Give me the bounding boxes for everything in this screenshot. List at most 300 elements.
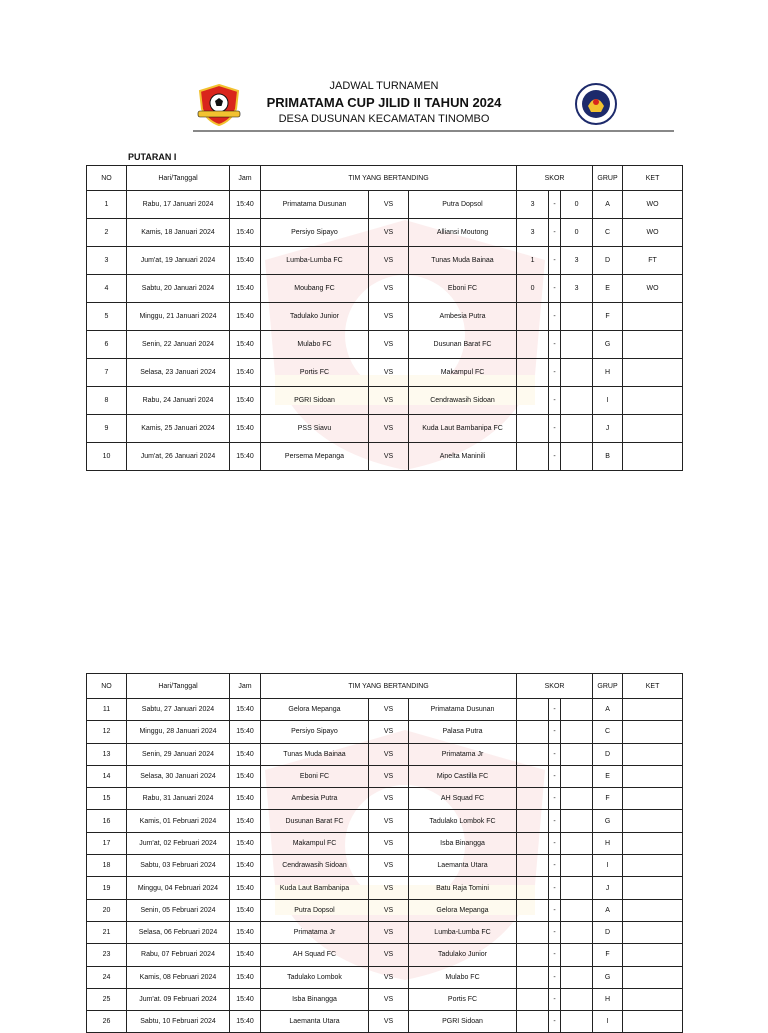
col-date: Hari/Tanggal [127, 166, 230, 191]
away-team: Gelora Mepanga [409, 899, 517, 921]
match-date: Selasa, 06 Februari 2024 [127, 921, 230, 943]
col-time: Jam [230, 674, 261, 699]
home-team: Lumba-Lumba FC [261, 247, 369, 275]
vs-label: VS [369, 191, 409, 219]
match-note: WO [623, 275, 683, 303]
match-date: Minggu, 21 Januari 2024 [127, 303, 230, 331]
home-team: Makampul FC [261, 832, 369, 854]
away-team: Tadulako Lombok FC [409, 810, 517, 832]
match-time: 15:40 [230, 877, 261, 899]
match-date: Kamis, 25 Januari 2024 [127, 415, 230, 443]
match-note [623, 921, 683, 943]
table-row [87, 899, 683, 921]
match-number: 15 [87, 788, 127, 810]
header-line-3: DESA DUSUNAN KECAMATAN TINOMBO [278, 113, 490, 125]
match-number: 23 [87, 944, 127, 966]
home-score [517, 331, 549, 359]
away-score [561, 855, 593, 877]
match-number: 2 [87, 219, 127, 247]
round-label: PUTARAN I [128, 152, 177, 162]
match-date: Kamis, 18 Januari 2024 [127, 219, 230, 247]
away-score: 0 [561, 191, 593, 219]
table-row [87, 765, 683, 787]
match-group: G [593, 331, 623, 359]
match-group: H [593, 832, 623, 854]
match-note [623, 832, 683, 854]
away-team: Eboni FC [409, 275, 517, 303]
away-score [561, 415, 593, 443]
away-score [561, 810, 593, 832]
match-number: 1 [87, 191, 127, 219]
table-row [87, 855, 683, 877]
away-score [561, 832, 593, 854]
away-score: 3 [561, 247, 593, 275]
home-score: 3 [517, 191, 549, 219]
vs-label: VS [369, 359, 409, 387]
match-time: 15:40 [230, 899, 261, 921]
match-group: J [593, 877, 623, 899]
table-row [87, 699, 683, 721]
match-time: 15:40 [230, 810, 261, 832]
away-team: AH Squad FC [409, 788, 517, 810]
home-team: Persiyo Sipayo [261, 219, 369, 247]
score-separator: - [549, 899, 561, 921]
home-team: Ambesia Putra [261, 788, 369, 810]
home-team: Tadulako Junior [261, 303, 369, 331]
away-team: Lumba-Lumba FC [409, 921, 517, 943]
match-note: WO [623, 191, 683, 219]
match-group: A [593, 191, 623, 219]
home-team: Isba Binangga [261, 988, 369, 1010]
match-date: Kamis, 08 Februari 2024 [127, 966, 230, 988]
match-date: Rabu, 17 Januari 2024 [127, 191, 230, 219]
score-separator: - [549, 944, 561, 966]
match-group: J [593, 415, 623, 443]
table-row [87, 810, 683, 832]
away-team: Isba Binangga [409, 832, 517, 854]
match-number: 17 [87, 832, 127, 854]
match-date: Sabtu, 27 Januari 2024 [127, 699, 230, 721]
match-date: Jum'at, 02 Februari 2024 [127, 832, 230, 854]
score-separator: - [549, 855, 561, 877]
table-row [87, 743, 683, 765]
match-group: G [593, 966, 623, 988]
away-team: Laemanta Utara [409, 855, 517, 877]
document-title: PRIMATAMA CUP JILID II TAHUN 2024 [266, 95, 502, 110]
home-team: Portis FC [261, 359, 369, 387]
match-number: 13 [87, 743, 127, 765]
table-row [87, 331, 683, 359]
match-group: G [593, 810, 623, 832]
schedule-table-2 [86, 673, 683, 1033]
table-row [87, 988, 683, 1010]
home-score [517, 877, 549, 899]
col-group: GRUP [593, 166, 623, 191]
match-number: 7 [87, 359, 127, 387]
match-note: WO [623, 219, 683, 247]
home-team: Primatama Jr [261, 921, 369, 943]
vs-label: VS [369, 743, 409, 765]
score-separator: - [549, 359, 561, 387]
home-score [517, 699, 549, 721]
home-team: Mulabo FC [261, 331, 369, 359]
away-score [561, 788, 593, 810]
match-group: E [593, 765, 623, 787]
match-time: 15:40 [230, 359, 261, 387]
vs-label: VS [369, 415, 409, 443]
match-note [623, 303, 683, 331]
table-row [87, 788, 683, 810]
home-team: Cendrawasih Sidoan [261, 855, 369, 877]
home-score: 0 [517, 275, 549, 303]
away-score [561, 966, 593, 988]
home-score: 3 [517, 219, 549, 247]
vs-label: VS [369, 765, 409, 787]
match-group: F [593, 944, 623, 966]
away-score [561, 721, 593, 743]
away-score [561, 359, 593, 387]
match-group: I [593, 387, 623, 415]
match-time: 15:40 [230, 387, 261, 415]
table-row [87, 387, 683, 415]
match-note [623, 415, 683, 443]
match-date: Selasa, 30 Januari 2024 [127, 765, 230, 787]
score-separator: - [549, 721, 561, 743]
match-date: Rabu, 31 Januari 2024 [127, 788, 230, 810]
home-team: PSS Siavu [261, 415, 369, 443]
table-header-row [87, 166, 683, 191]
match-group: I [593, 1011, 623, 1033]
document-header [0, 0, 768, 140]
vs-label: VS [369, 899, 409, 921]
home-score [517, 765, 549, 787]
home-score [517, 788, 549, 810]
match-number: 19 [87, 877, 127, 899]
match-time: 15:40 [230, 944, 261, 966]
vs-label: VS [369, 721, 409, 743]
match-time: 15:40 [230, 855, 261, 877]
match-group: I [593, 855, 623, 877]
match-group: A [593, 899, 623, 921]
home-team: Eboni FC [261, 765, 369, 787]
score-separator: - [549, 191, 561, 219]
score-separator: - [549, 699, 561, 721]
home-score [517, 944, 549, 966]
match-note [623, 877, 683, 899]
col-no: NO [87, 674, 127, 699]
match-date: Sabtu, 10 Februari 2024 [127, 1011, 230, 1033]
score-separator: - [549, 275, 561, 303]
match-time: 15:40 [230, 765, 261, 787]
match-note [623, 699, 683, 721]
col-note: KET [623, 674, 683, 699]
match-note [623, 331, 683, 359]
match-date: Sabtu, 03 Februari 2024 [127, 855, 230, 877]
table-row [87, 191, 683, 219]
away-team: Anelta Maninili [409, 443, 517, 471]
home-team: Dusunan Barat FC [261, 810, 369, 832]
home-score [517, 303, 549, 331]
match-time: 15:40 [230, 699, 261, 721]
table-row [87, 721, 683, 743]
home-team: Gelora Mepanga [261, 699, 369, 721]
away-score [561, 765, 593, 787]
away-team: Mipo Castilla FC [409, 765, 517, 787]
schedule-table-1 [86, 165, 683, 471]
table-row [87, 275, 683, 303]
vs-label: VS [369, 303, 409, 331]
match-time: 15:40 [230, 331, 261, 359]
vs-label: VS [369, 1011, 409, 1033]
match-group: C [593, 219, 623, 247]
pssi-emblem-icon [574, 82, 618, 126]
score-separator: - [549, 832, 561, 854]
vs-label: VS [369, 877, 409, 899]
match-note [623, 743, 683, 765]
vs-label: VS [369, 443, 409, 471]
away-team: Tadulako Junior [409, 944, 517, 966]
table-row [87, 415, 683, 443]
away-score [561, 988, 593, 1010]
score-separator: - [549, 387, 561, 415]
vs-label: VS [369, 331, 409, 359]
score-separator: - [549, 303, 561, 331]
away-score [561, 443, 593, 471]
match-number: 6 [87, 331, 127, 359]
match-time: 15:40 [230, 1011, 261, 1033]
match-note [623, 443, 683, 471]
header-line-1: JADWAL TURNAMEN [329, 80, 439, 92]
home-score [517, 1011, 549, 1033]
match-date: Jum'at, 26 Januari 2024 [127, 443, 230, 471]
match-date: Minggu, 04 Februari 2024 [127, 877, 230, 899]
table-row [87, 921, 683, 943]
col-note: KET [623, 166, 683, 191]
home-score [517, 832, 549, 854]
away-score [561, 877, 593, 899]
match-date: Senin, 22 Januari 2024 [127, 331, 230, 359]
vs-label: VS [369, 275, 409, 303]
match-number: 14 [87, 765, 127, 787]
match-number: 12 [87, 721, 127, 743]
home-team: Putra Dopsol [261, 899, 369, 921]
score-separator: - [549, 810, 561, 832]
vs-label: VS [369, 944, 409, 966]
match-group: F [593, 788, 623, 810]
away-score [561, 699, 593, 721]
col-score: SKOR [517, 674, 593, 699]
home-team: Moubang FC [261, 275, 369, 303]
vs-label: VS [369, 387, 409, 415]
score-separator: - [549, 247, 561, 275]
vs-label: VS [369, 699, 409, 721]
away-score: 0 [561, 219, 593, 247]
away-team: Dusunan Barat FC [409, 331, 517, 359]
score-separator: - [549, 443, 561, 471]
match-note [623, 899, 683, 921]
away-team: Ambesia Putra [409, 303, 517, 331]
match-time: 15:40 [230, 966, 261, 988]
match-group: B [593, 443, 623, 471]
match-number: 18 [87, 855, 127, 877]
match-note [623, 966, 683, 988]
match-note [623, 387, 683, 415]
match-date: Rabu, 07 Februari 2024 [127, 944, 230, 966]
score-separator: - [549, 765, 561, 787]
col-group: GRUP [593, 674, 623, 699]
match-time: 15:40 [230, 415, 261, 443]
away-team: Makampul FC [409, 359, 517, 387]
score-separator: - [549, 877, 561, 899]
match-number: 9 [87, 415, 127, 443]
away-team: Primatama Dusunan [409, 699, 517, 721]
col-time: Jam [230, 166, 261, 191]
vs-label: VS [369, 855, 409, 877]
match-time: 15:40 [230, 743, 261, 765]
home-score [517, 855, 549, 877]
match-group: C [593, 721, 623, 743]
vs-label: VS [369, 810, 409, 832]
match-time: 15:40 [230, 921, 261, 943]
away-score [561, 944, 593, 966]
table-row [87, 247, 683, 275]
away-score [561, 331, 593, 359]
match-number: 25 [87, 988, 127, 1010]
away-team: Batu Raja Tomini [409, 877, 517, 899]
match-number: 3 [87, 247, 127, 275]
match-date: Jum'at, 19 Januari 2024 [127, 247, 230, 275]
col-teams: TIM YANG BERTANDING [261, 166, 517, 191]
score-separator: - [549, 1011, 561, 1033]
col-no: NO [87, 166, 127, 191]
vs-label: VS [369, 921, 409, 943]
away-score [561, 921, 593, 943]
match-group: F [593, 303, 623, 331]
away-team: Primatama Jr [409, 743, 517, 765]
home-team: Laemanta Utara [261, 1011, 369, 1033]
vs-label: VS [369, 788, 409, 810]
match-date: Minggu, 28 Januari 2024 [127, 721, 230, 743]
table-row [87, 877, 683, 899]
match-note [623, 988, 683, 1010]
away-team: PGRI Sidoan [409, 1011, 517, 1033]
away-score [561, 387, 593, 415]
home-score [517, 899, 549, 921]
match-note [623, 788, 683, 810]
match-number: 8 [87, 387, 127, 415]
score-separator: - [549, 219, 561, 247]
match-note [623, 1011, 683, 1033]
score-separator: - [549, 988, 561, 1010]
away-score [561, 303, 593, 331]
home-score [517, 743, 549, 765]
table-row [87, 966, 683, 988]
match-date: Jum'at. 09 Februari 2024 [127, 988, 230, 1010]
match-date: Kamis, 01 Februari 2024 [127, 810, 230, 832]
match-note [623, 765, 683, 787]
match-number: 11 [87, 699, 127, 721]
match-note [623, 944, 683, 966]
away-score [561, 1011, 593, 1033]
home-score: 1 [517, 247, 549, 275]
home-team: Primatama Dusunan [261, 191, 369, 219]
match-time: 15:40 [230, 247, 261, 275]
match-group: D [593, 247, 623, 275]
away-score [561, 743, 593, 765]
home-score [517, 387, 549, 415]
match-date: Rabu, 24 Januari 2024 [127, 387, 230, 415]
home-team: Kuda Laut Bambanipa [261, 877, 369, 899]
col-teams: TIM YANG BERTANDING [261, 674, 517, 699]
match-time: 15:40 [230, 275, 261, 303]
match-time: 15:40 [230, 303, 261, 331]
table-row [87, 359, 683, 387]
match-time: 15:40 [230, 219, 261, 247]
home-score [517, 721, 549, 743]
home-team: Tunas Muda Bainaa [261, 743, 369, 765]
home-score [517, 443, 549, 471]
home-team: Persiyo Sipayo [261, 721, 369, 743]
away-score: 3 [561, 275, 593, 303]
home-team: Persema Mepanga [261, 443, 369, 471]
match-time: 15:40 [230, 988, 261, 1010]
vs-label: VS [369, 832, 409, 854]
match-date: Senin, 29 Januari 2024 [127, 743, 230, 765]
score-separator: - [549, 788, 561, 810]
score-separator: - [549, 331, 561, 359]
away-team: Alliansi Moutong [409, 219, 517, 247]
match-number: 26 [87, 1011, 127, 1033]
home-team: AH Squad FC [261, 944, 369, 966]
home-score [517, 359, 549, 387]
table-row [87, 944, 683, 966]
away-team: Cendrawasih Sidoan [409, 387, 517, 415]
table-row [87, 443, 683, 471]
match-group: H [593, 988, 623, 1010]
match-group: H [593, 359, 623, 387]
header-divider [193, 130, 674, 132]
vs-label: VS [369, 966, 409, 988]
match-number: 20 [87, 899, 127, 921]
match-number: 24 [87, 966, 127, 988]
match-note [623, 855, 683, 877]
match-note [623, 721, 683, 743]
vs-label: VS [369, 219, 409, 247]
match-number: 10 [87, 443, 127, 471]
score-separator: - [549, 966, 561, 988]
match-time: 15:40 [230, 721, 261, 743]
match-number: 4 [87, 275, 127, 303]
match-time: 15:40 [230, 788, 261, 810]
home-score [517, 415, 549, 443]
away-team: Putra Dopsol [409, 191, 517, 219]
match-group: E [593, 275, 623, 303]
home-score [517, 921, 549, 943]
away-score [561, 899, 593, 921]
away-team: Portis FC [409, 988, 517, 1010]
away-team: Mulabo FC [409, 966, 517, 988]
match-date: Selasa, 23 Januari 2024 [127, 359, 230, 387]
table-header-row [87, 674, 683, 699]
match-note [623, 810, 683, 832]
match-time: 15:40 [230, 443, 261, 471]
match-number: 16 [87, 810, 127, 832]
match-number: 5 [87, 303, 127, 331]
match-group: A [593, 699, 623, 721]
table-row [87, 303, 683, 331]
home-score [517, 966, 549, 988]
score-separator: - [549, 921, 561, 943]
